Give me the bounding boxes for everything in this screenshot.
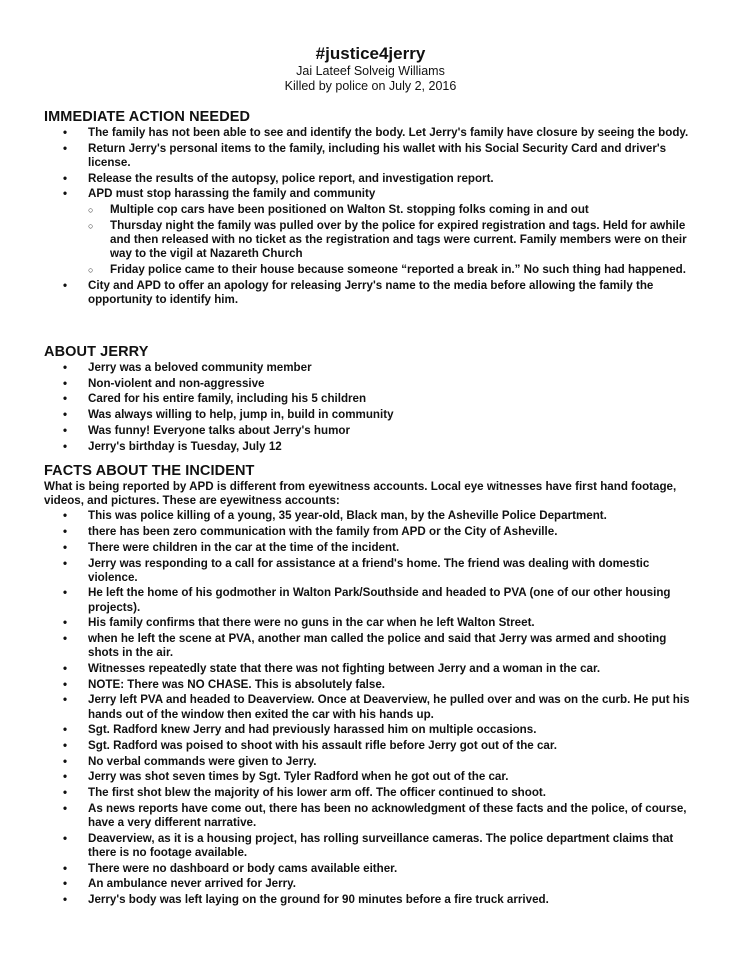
immediate-action-section <box>44 108 694 308</box>
list-item: • As news reports have come out, there has been no acknowledgment of these facts and the police, of course, have a very different narrative. <box>44 802 694 830</box>
sub-list-item: ○ Multiple cop cars have been positioned on Walton St. stopping folks coming in and out <box>44 203 694 217</box>
section-heading: IMMEDIATE ACTION NEEDED <box>44 109 251 125</box>
list-item: • Cared for his entire family, including his 5 children <box>44 392 694 406</box>
date-line: Killed by police on July 2, 2016 <box>284 79 457 93</box>
list-item: • Jerry was a beloved community member <box>44 361 694 375</box>
list-item: • Was always willing to help, jump in, build in community <box>44 408 694 422</box>
list-item: • His family confirms that there were no guns in the car when he left Walton Street. <box>44 616 694 630</box>
facts-section <box>44 462 694 909</box>
sub-list-item: ○ Thursday night the family was pulled over by the police for expired registration and tags. Held for awhile and then released with no ticket as the registration and tags were current. Family members were on their way to the vigil at Nazareth Church <box>44 219 694 262</box>
list-item: • Jerry's body was left laying on the ground for 90 minutes before a fire truck arrived. <box>44 893 694 907</box>
list-item: • There were children in the car at the time of the incident. <box>44 541 694 555</box>
list-item: • Deaverview, as it is a housing project, has rolling surveillance cameras. The police department claims that there is no footage available. <box>44 832 694 860</box>
list-item: • Sgt. Radford was poised to shoot with his assault rifle before Jerry got out of the car. <box>44 739 694 753</box>
facts-intro: What is being reported by APD is different from eyewitness accounts. Local eye witnesses have first hand footage, videos, and pictures. These are eyewitness accounts: <box>44 480 677 508</box>
list-item: • An ambulance never arrived for Jerry. <box>44 877 694 891</box>
list-item: • Non-violent and non-aggressive <box>44 377 694 391</box>
immediate-action-list <box>44 126 694 307</box>
list-item: • Witnesses repeatedly state that there was not fighting between Jerry and a woman in the car. <box>44 662 694 676</box>
list-item: • NOTE: There was NO CHASE. This is absolutely false. <box>44 678 694 692</box>
list-item: • when he left the scene at PVA, another man called the police and said that Jerry was armed and shooting shots in the air. <box>44 632 694 660</box>
about-list <box>44 361 694 454</box>
list-item: • there has been zero communication with the family from APD or the City of Asheville. <box>44 525 694 539</box>
list-item: • Jerry was responding to a call for assistance at a friend's home. The friend was dealing with domestic violence. <box>44 557 694 585</box>
list-item: • Jerry left PVA and headed to Deaverview. Once at Deaverview, he pulled over and was on the curb. He put his hands out of the window then exited the car with his hands up. <box>44 693 694 721</box>
list-item: • The family has not been able to see and identify the body. Let Jerry's family have closure by seeing the body. <box>44 126 694 140</box>
section-heading: FACTS ABOUT THE INCIDENT <box>44 463 255 479</box>
document-title: #justice4jerry <box>315 44 426 63</box>
list-item: • The first shot blew the majority of his lower arm off. The officer continued to shoot. <box>44 786 694 800</box>
list-item: • Jerry's birthday is Tuesday, July 12 <box>44 440 694 454</box>
list-item: • Return Jerry's personal items to the family, including his wallet with his Social Security Card and driver's license. <box>44 142 694 170</box>
list-item: • He left the home of his godmother in Walton Park/Southside and headed to PVA (one of our other housing projects). <box>44 586 694 614</box>
list-item: • No verbal commands were given to Jerry. <box>44 755 694 769</box>
list-item: • There were no dashboard or body cams available either. <box>44 862 694 876</box>
list-item: • Jerry was shot seven times by Sgt. Tyler Radford when he got out of the car. <box>44 770 694 784</box>
list-item: • APD must stop harassing the family and community <box>44 187 694 201</box>
list-item: • Release the results of the autopsy, police report, and investigation report. <box>44 172 694 186</box>
facts-list <box>44 509 694 907</box>
list-item: • City and APD to offer an apology for releasing Jerry's name to the media before allowing the family the opportunity to identify him. <box>44 279 694 307</box>
document-header <box>0 0 741 94</box>
sub-list-item: ○ Friday police came to their house because someone “reported a break in.” No such thing had happened. <box>44 263 694 277</box>
list-item: • Was funny! Everyone talks about Jerry's humor <box>44 424 694 438</box>
list-item: • This was police killing of a young, 35 year-old, Black man, by the Asheville Police Department. <box>44 509 694 523</box>
section-heading: ABOUT JERRY <box>44 344 149 360</box>
victim-name: Jai Lateef Solveig Williams <box>296 64 445 78</box>
list-item: • Sgt. Radford knew Jerry and had previously harassed him on multiple occasions. <box>44 723 694 737</box>
about-section <box>44 343 694 455</box>
